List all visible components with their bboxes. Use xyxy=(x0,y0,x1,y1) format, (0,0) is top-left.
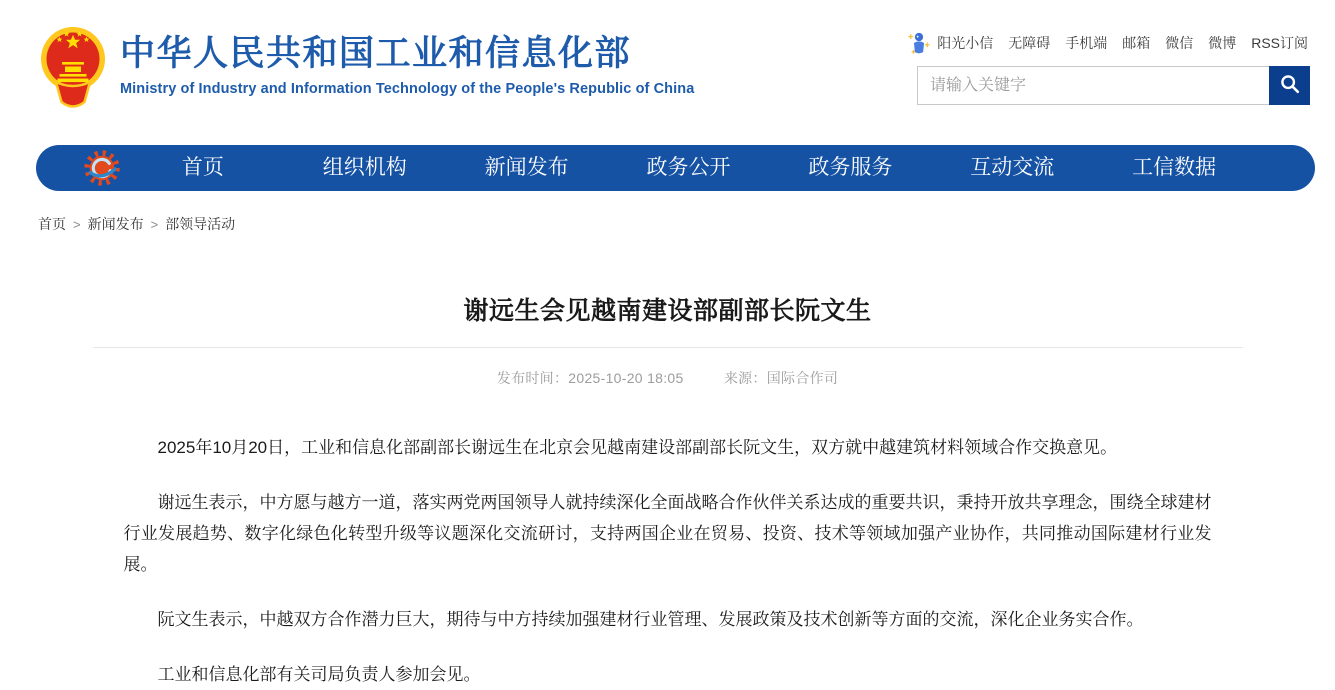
publish-time xyxy=(497,368,684,388)
breadcrumb-separator: > xyxy=(73,216,81,232)
article-title: 谢远生会见越南建设部副部长阮文生 xyxy=(463,297,872,325)
site-subtitle: Ministry of Industry and Information Technology of the People's Republic of China xyxy=(120,81,695,98)
nav-item-gov-disclosure[interactable]: 政务公开 xyxy=(646,156,731,179)
nav-item-news[interactable]: 新闻发布 xyxy=(484,156,569,179)
search-input[interactable] xyxy=(918,67,1269,104)
article-paragraph: 阮文生表示，中越双方合作潜力巨大，期待与中方持续加强建材行业管理、发展政策及技术创新等方面的交流，深化企业务实合作。 xyxy=(157,610,1144,629)
search-icon xyxy=(1279,73,1301,98)
miit-gear-logo-icon xyxy=(82,148,122,188)
article-paragraph: 2025年10月20日，工业和信息化部副部长谢远生在北京会见越南建设部副部长阮文生，双方就中越建筑材料领域合作交换意见。 xyxy=(157,438,1118,457)
breadcrumb-news[interactable]: 新闻发布 xyxy=(87,216,144,232)
nav-item-gov-services[interactable]: 政务服务 xyxy=(808,156,893,179)
national-emblem-icon xyxy=(40,26,106,110)
quicklink-rss[interactable]: RSS订阅 xyxy=(1251,35,1308,51)
quicklink-wechat[interactable]: 微信 xyxy=(1165,35,1194,51)
source-value: 国际合作司 xyxy=(766,370,839,386)
nav-item-interaction[interactable]: 互动交流 xyxy=(970,156,1055,179)
breadcrumb xyxy=(38,214,1335,234)
breadcrumb-leader-activities[interactable]: 部领导活动 xyxy=(165,216,236,232)
search-bar xyxy=(917,66,1310,105)
search-button[interactable] xyxy=(1269,66,1310,105)
article-body xyxy=(124,432,1212,690)
nav-item-home[interactable]: 首页 xyxy=(181,156,224,179)
breadcrumb-home[interactable]: 首页 xyxy=(38,216,66,232)
nav-menu xyxy=(122,145,1255,191)
title-divider xyxy=(93,347,1243,348)
quicklink-accessibility[interactable]: 无障碍 xyxy=(1008,35,1051,51)
article-paragraph: 工业和信息化部有关司局负责人参加会见。 xyxy=(157,665,481,684)
publish-time-value: 2025-10-20 18:05 xyxy=(568,370,684,386)
main-nav xyxy=(36,145,1315,191)
header-quicklinks xyxy=(908,31,1308,55)
site-header xyxy=(0,0,1335,131)
quicklink-mail[interactable]: 邮箱 xyxy=(1122,35,1151,51)
quicklink-yangguangxiaoxin[interactable]: 阳光小信 xyxy=(937,35,994,51)
quicklink-mobile[interactable]: 手机端 xyxy=(1065,35,1108,51)
source-label: 来源： xyxy=(723,370,767,386)
site-brand[interactable] xyxy=(40,26,694,110)
quicklink-weibo[interactable]: 微博 xyxy=(1208,35,1237,51)
publish-time-label: 发布时间： xyxy=(496,370,569,386)
article-source xyxy=(724,368,838,388)
breadcrumb-separator: > xyxy=(150,216,159,232)
brand-text xyxy=(120,26,694,97)
nav-item-organization[interactable]: 组织机构 xyxy=(322,156,407,179)
site-title: 中华人民共和国工业和信息化部 xyxy=(120,34,632,73)
article-meta xyxy=(0,368,1335,388)
article-paragraph: 谢远生表示，中方愿与越方一道，落实两党两国领导人就持续深化全面战略合作伙伴关系达成的重要共识，秉持开放共享理念，围绕全球建材行业发展趋势、数字化绿色化转型升级等议题深化交流研讨，支持两国企业在贸易、投资、技术等领域加强产业协作，共同推动国际建材行业发展。 xyxy=(123,493,1212,574)
mascot-icon xyxy=(908,31,930,55)
nav-item-data[interactable]: 工信数据 xyxy=(1132,156,1217,179)
article xyxy=(0,291,1335,690)
